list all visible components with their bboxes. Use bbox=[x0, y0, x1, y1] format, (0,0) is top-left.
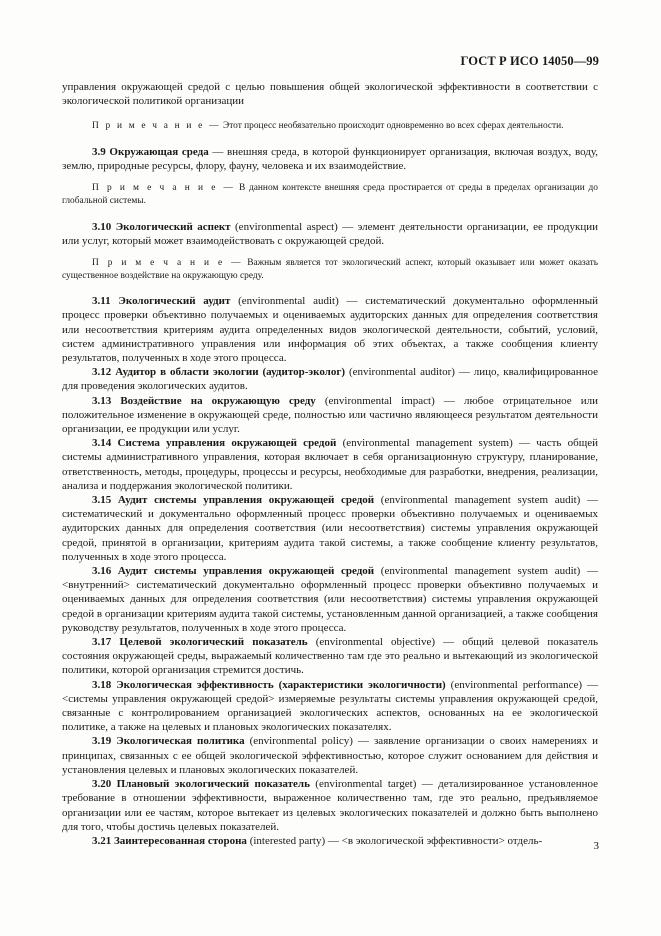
term-number: 3.12 bbox=[92, 366, 112, 379]
note-text: В данном контексте внешняя среда простирается от среды в пределах организации до глобальной системы. bbox=[62, 183, 598, 206]
term-definition: (environmental auditor) — лицо, квалифицированное для проведения экологических аудитов. bbox=[62, 366, 598, 393]
term-title: Аудит системы управления окружающей средой bbox=[117, 494, 375, 507]
term-number: 3.18 bbox=[92, 678, 112, 691]
term-3-19 bbox=[62, 734, 598, 777]
term-3-15 bbox=[62, 493, 598, 564]
term-number: 3.20 bbox=[92, 778, 112, 791]
term-definition: (interested party) — <в экологической эффективности> отдель- bbox=[246, 834, 543, 847]
term-title: Система управления окружающей средой bbox=[117, 437, 337, 450]
page-number: 3 bbox=[593, 840, 599, 852]
term-3-11 bbox=[62, 294, 598, 365]
term-title: Заинтересованная сторона bbox=[114, 834, 247, 847]
term-title: Воздействие на окружающую среду bbox=[120, 394, 316, 407]
term-definition: (environmental audit) — систематический документально оформленный процесс проверки объективно получаемых и оцениваемых аудиторских данных для определения соответствия или несоответствия критериям аудита определенных видов экологической деятельности, событий, условий, систем административного управления или информация об этих объектах, а также сообщения клиенту результатов, полученных в ходе этого процесса. bbox=[62, 295, 599, 364]
document-body bbox=[62, 80, 598, 848]
term-definition: (environmental impact) — любое отрицательное или положительное изменение в окружающей среде, полностью или частично являющееся результатом деятельности организации, ее продукции или услуг. bbox=[62, 394, 598, 436]
term-3-17 bbox=[62, 635, 598, 678]
standard-header: ГОСТ Р ИСО 14050—99 bbox=[460, 54, 599, 68]
term-number: 3.14 bbox=[92, 437, 112, 450]
intro-paragraph: управления окружающей средой с целью повышения общей экологической эффективности в соответствии с экологической политикой организации bbox=[62, 81, 598, 108]
term-number: 3.21 bbox=[92, 834, 112, 847]
term-definition: (environmental target) — детализированное установленное требование в отношении эффективности, выраженное количественно там, где это реально, предъявляемое организации или ее частям, которое вытекает из целевых экологических показателей и должно быть выполнено для того, чтобы достичь целевых показателей. bbox=[62, 778, 599, 833]
term-3-10 bbox=[62, 220, 598, 248]
term-title: Аудитор в области экологии (аудитор-эколог) bbox=[115, 366, 346, 379]
note-3 bbox=[62, 257, 598, 282]
term-number: 3.11 bbox=[92, 295, 111, 308]
term-number: 3.16 bbox=[92, 565, 112, 578]
term-3-21 bbox=[62, 834, 598, 848]
term-3-12 bbox=[62, 365, 598, 393]
note-text: Этот процесс необязательно происходит одновременно во всех сферах деятельности. bbox=[223, 121, 564, 132]
term-3-9 bbox=[62, 145, 598, 173]
term-title: Аудит системы управления окружающей средой bbox=[117, 565, 375, 578]
term-title: Экологическая политика bbox=[116, 735, 245, 748]
term-definition: (environmental aspect) — элемент деятельности организации, ее продукции или услуг, который может взаимодействовать с окружающей средой. bbox=[62, 220, 598, 247]
term-title: Экологический аспект bbox=[115, 220, 231, 233]
term-number: 3.15 bbox=[92, 494, 112, 507]
term-title: Экологический аудит bbox=[118, 295, 231, 308]
term-number: 3.13 bbox=[92, 394, 112, 407]
term-number: 3.9 bbox=[92, 146, 106, 158]
term-title: Экологическая эффективность (характеристики экологичности) bbox=[116, 678, 446, 691]
term-number: 3.10 bbox=[92, 220, 112, 233]
term-number: 3.17 bbox=[92, 636, 112, 649]
term-definition: (environmental management system audit) — <внутренний> систематический документально оформленный процесс проверки объективно получаемых и оцениваемых данных для определения соответствия (или несоответствия) системы управления окружающей средой в организации критериям аудита такой системы, установленным данной организацией, а также сообщения руководству результатов, полученных в ходе этого процесса. bbox=[62, 565, 599, 634]
term-definition: (environmental management system) — часть общей системы административного управления, которая включает в себя организационную структуру, планирование, ответственность, методы, процедуры, процессы и ресурсы, необходимые для разработки, внедрения, реализации, анализа и поддержания экологической политики. bbox=[62, 437, 599, 492]
term-3-14 bbox=[62, 436, 598, 493]
note-1 bbox=[62, 120, 598, 133]
note-label: П р и м е ч а н и е — bbox=[92, 121, 221, 132]
term-title: Целевой экологический показатель bbox=[119, 636, 308, 649]
term-number: 3.19 bbox=[92, 735, 112, 748]
term-definition: — внешняя среда, в которой функционирует организация, включая воздух, воду, землю, природные ресурсы, флору, фауну, человека и их взаимодействие. bbox=[62, 146, 599, 173]
term-3-20 bbox=[62, 777, 598, 834]
term-definition: (environmental management system audit) — систематический и документально оформленный процесс проверки объективно получаемых и оцениваемых аудиторских данных для определения соответствия (или несоответствия) системы управления окружающей средой, принятой в организации, критериям аудита такой системы, а также сообщение клиенту результатов, полученных в ходе этого процесса. bbox=[62, 494, 599, 563]
term-definition: (environmental objective) — общий целевой показатель состояния окружающей среды, выражаемый количественно там где это реально и вытекающий из экологической политики, которой организация стремится достичь. bbox=[62, 636, 598, 677]
note-text: Важным является тот экологический аспект, который оказывает или может оказать существенное воздействие на окружающую среду. bbox=[62, 258, 598, 281]
note-2 bbox=[62, 182, 598, 207]
note-label: П р и м е ч а н и е — bbox=[92, 258, 243, 268]
term-definition: (environmental policy) — заявление организации о своих намерениях и принципах, связанных с ее общей экологической эффективностью, которое служит основанием для действия и установления целевых и плановых экологических показателей. bbox=[62, 735, 598, 776]
term-title: Плановый экологический показатель bbox=[116, 778, 310, 791]
term-title: Окружающая среда bbox=[109, 146, 209, 158]
term-3-18 bbox=[62, 678, 598, 735]
term-3-13 bbox=[62, 394, 598, 437]
term-3-16 bbox=[62, 564, 598, 635]
term-definition: (environmental performance) — <системы управления окружающей средой> измеряемые результаты системы управления окружающей средой, связанные с контролированием организацией экологических аспектов, основанных на ее экологической политике, а также на целевых и плановых экологических показателях. bbox=[62, 678, 598, 734]
note-label: П р и м е ч а н и е — bbox=[92, 183, 236, 194]
